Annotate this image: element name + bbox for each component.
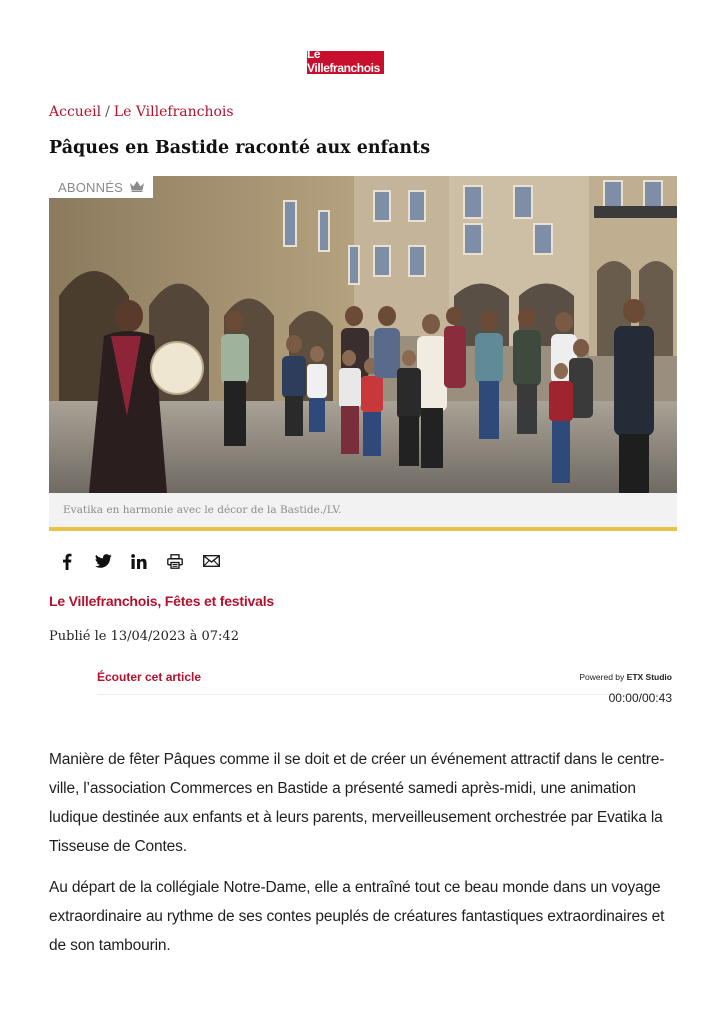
article-tags-link[interactable]: Le Villefranchois, Fêtes et festivals (49, 593, 274, 609)
photo-illustration (49, 176, 677, 493)
photo-caption-box (49, 493, 677, 531)
email-icon[interactable] (200, 551, 222, 571)
article-photo[interactable] (49, 176, 677, 493)
audio-timer: 00:00/00:43 (608, 691, 672, 705)
photo-caption: Evatika en harmonie avec le décor de la Bastide./LV. (63, 504, 342, 516)
powered-by-prefix: Powered by (579, 672, 625, 682)
audio-progress-track[interactable] (97, 694, 672, 695)
article-paragraph: Au départ de la collégiale Notre-Dame, elle a entraîné tout ce beau monde dans un voyage extraordinaire au rythme de ses contes peuplés de créatures fantastiques extraordinaires et de son tambourin. (49, 879, 665, 954)
article-tags[interactable] (49, 593, 274, 609)
print-icon[interactable] (164, 551, 186, 571)
powered-by (579, 672, 672, 682)
share-bar (56, 551, 222, 571)
publication-date: Publié le 13/04/2023 à 07:42 (49, 629, 239, 644)
breadcrumb-separator: / (105, 104, 110, 120)
breadcrumb-section-link[interactable]: Le Villefranchois (113, 104, 234, 120)
powered-by-brand: ETX Studio (626, 672, 672, 682)
listen-article-button[interactable]: Écouter cet article (97, 670, 202, 684)
article-title: Pâques en Bastide raconté aux enfants (49, 138, 431, 158)
logo-subtitle: HEBDOMADAIRE · OUEST-AVEYRON (319, 74, 372, 79)
facebook-icon[interactable] (56, 551, 78, 571)
breadcrumb (49, 104, 234, 120)
linkedin-icon[interactable] (128, 551, 150, 571)
breadcrumb-home-link[interactable]: Accueil (49, 104, 102, 120)
article-paragraph: Manière de fêter Pâques comme il se doit et de créer un événement attractif dans le centre-ville, l’association Commerces en Bastide a présenté samedi après-midi, une animation ludique destinée aux enfants et à leurs parents, merveilleusement orchestrée par Evatika la Tisseuse de Contes. (49, 751, 665, 855)
twitter-icon[interactable] (92, 551, 114, 571)
logo-text: Le Villefranchois (307, 46, 380, 75)
crown-icon (129, 180, 145, 195)
site-logo[interactable] (307, 46, 384, 79)
subscriber-badge-label: ABONNÉS (58, 179, 123, 195)
subscriber-badge (49, 176, 153, 198)
